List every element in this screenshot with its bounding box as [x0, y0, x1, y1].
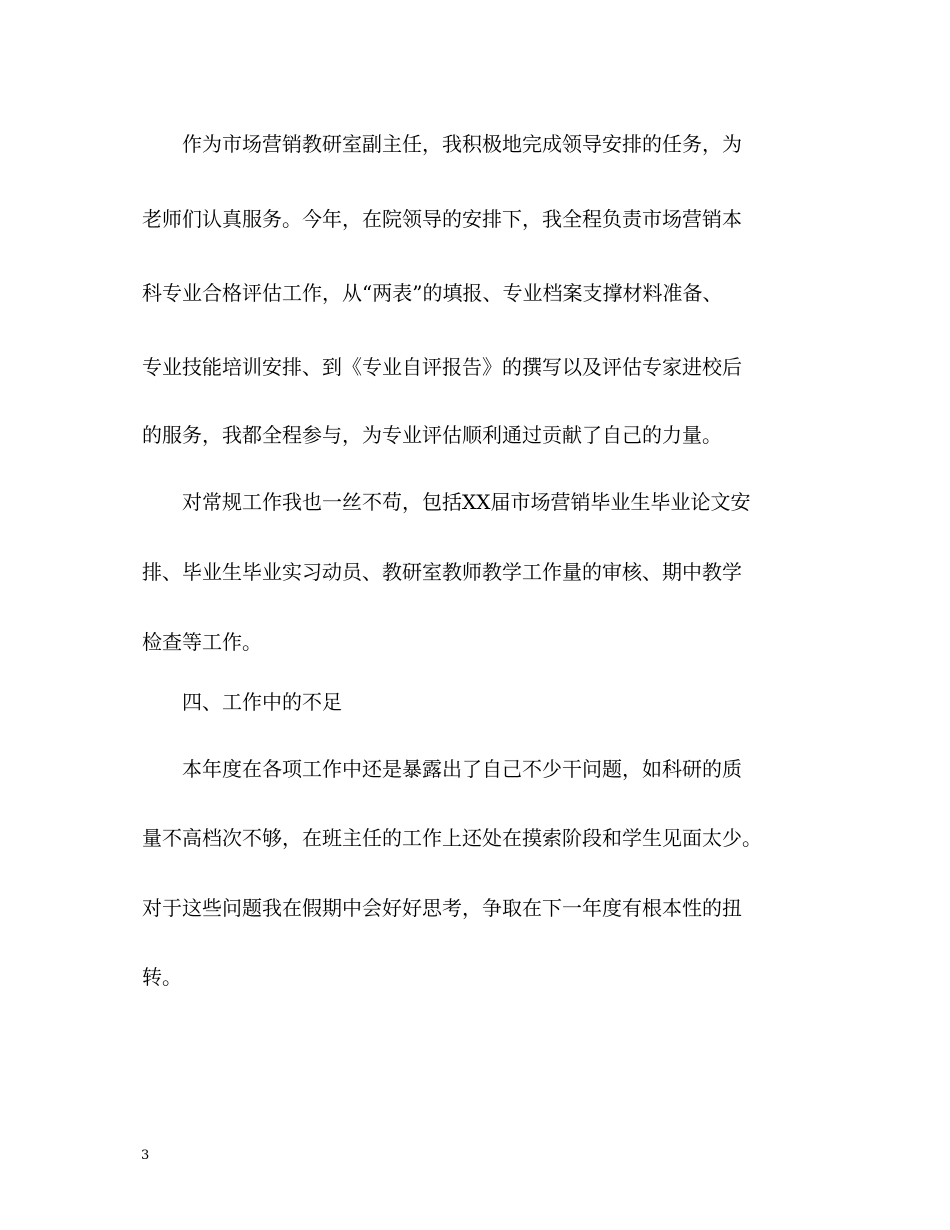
paragraph-line: 转。 — [142, 965, 182, 989]
paragraph-line: 对于这些问题我在假期中会好好思考，争取在下一年度有根本性的扭 — [142, 896, 742, 920]
paragraph-line: 量不高档次不够，在班主任的工作上还处在摸索阶段和学生见面太少。 — [142, 826, 762, 850]
section-heading: 四、工作中的不足 — [182, 690, 342, 714]
paragraph-line: 专业技能培训安排、到《专业自评报告》的撰写以及评估专家进校后 — [142, 355, 742, 379]
paragraph-line: 作为市场营销教研室副主任，我积极地完成领导安排的任务，为 — [182, 132, 742, 156]
paragraph-line: 本年度在各项工作中还是暴露出了自己不少干问题，如科研的质 — [182, 757, 742, 781]
page-number: 3 — [141, 1148, 150, 1163]
paragraph-line: 科专业合格评估工作，从“两表”的填报、专业档案支撑材料准备、 — [142, 281, 723, 305]
paragraph-line: 检查等工作。 — [142, 630, 262, 654]
paragraph-line: 排、毕业生毕业实习动员、教研室教师教学工作量的审核、期中教学 — [142, 560, 742, 584]
paragraph-line: 对常规工作我也一丝不苟，包括XX届市场营销毕业生毕业论文安 — [182, 490, 751, 514]
paragraph-line: 老师们认真服务。今年，在院领导的安排下，我全程负责市场营销本 — [142, 207, 742, 231]
paragraph-line: 的服务，我都全程参与，为专业评估顺利通过贡献了自己的力量。 — [142, 423, 722, 447]
